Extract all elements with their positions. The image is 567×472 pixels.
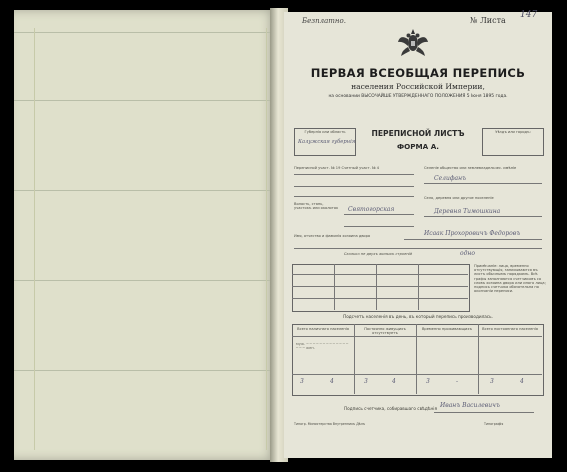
form-label: ФОРМА А. bbox=[396, 142, 440, 151]
field-underline bbox=[294, 248, 542, 249]
table-line bbox=[478, 324, 479, 394]
page-rule bbox=[14, 370, 276, 371]
page-rule bbox=[14, 280, 276, 281]
grid-line bbox=[292, 274, 468, 275]
summary-heading: Подсчетъ населенія въ день, въ который перепись производилась. bbox=[343, 314, 493, 319]
owner-label: Имя, отчество и фамилія хозяина двора bbox=[294, 234, 371, 238]
sheet-number-value: 147 bbox=[520, 10, 538, 20]
count-label: Сколько не двухъ жилыхъ строеній bbox=[344, 252, 413, 256]
page-margin-line bbox=[266, 28, 267, 450]
volost-label: Волость, стань, участокъ или околоток bbox=[294, 202, 339, 211]
hamlet-label: Село, деревня или другое поселеніе bbox=[424, 196, 494, 200]
field-underline bbox=[294, 174, 414, 175]
printer-right: Типографія bbox=[484, 422, 504, 426]
village-value: Селифанъ bbox=[434, 175, 467, 182]
census-basis: на основании ВЫСОЧАЙШЕ УТВЕРЖДЕННАГО ПОЛОЖЕНИЯ 5 Іюня 1895 года. bbox=[328, 94, 508, 99]
summary-value: 3 bbox=[364, 378, 368, 385]
printer-left: Типогр. Министерства Внутреннихъ Дѣлъ bbox=[294, 422, 366, 426]
page-margin-line bbox=[34, 28, 35, 450]
grid-notes bbox=[474, 264, 546, 293]
census-subtitle: населения Российской Империи, bbox=[351, 82, 485, 91]
cell-desc-text: муж. ─ ─ ─ ─ ─ ─ ─ ─ ─ ─ ─ ─ ─ ─ ─ ─ жен. bbox=[296, 342, 349, 351]
table-line bbox=[292, 336, 542, 337]
field-underline bbox=[404, 239, 542, 240]
grid-line bbox=[292, 298, 468, 299]
signature-value: Иванъ Василевичъ bbox=[440, 402, 500, 409]
census-title: ПЕРВАЯ ВСЕОБЩАЯ ПЕРЕПИСЬ bbox=[310, 66, 526, 80]
field-underline bbox=[294, 186, 414, 187]
district-field: Переписной участ. № 19 Счетный участ. № 4 bbox=[294, 166, 380, 170]
page-rule bbox=[14, 32, 276, 33]
page-rule bbox=[14, 190, 276, 191]
field-underline bbox=[294, 196, 414, 197]
page-rule bbox=[14, 100, 276, 101]
summary-table bbox=[292, 324, 544, 396]
left-page-blank bbox=[14, 10, 276, 460]
sheet-title: ПЕРЕПИСНОЙ ЛИСТЪ bbox=[371, 129, 465, 138]
household-grid bbox=[292, 264, 470, 312]
summary-col-header: Постоянно живущихъ отсутствуетъ bbox=[364, 327, 406, 336]
table-line bbox=[416, 324, 417, 394]
field-underline bbox=[344, 214, 414, 215]
governorate-value: Калужская губернія bbox=[298, 139, 356, 145]
hamlet-value: Деревня Тимошкина bbox=[434, 208, 501, 215]
signature-label: Подпись счетчика, собиравшаго свѣдѣнія bbox=[344, 406, 437, 411]
volost-value: Святогорская bbox=[348, 206, 395, 213]
summary-value: 3 bbox=[300, 378, 304, 385]
summary-col-header: Всего наличнаго населенія bbox=[297, 327, 349, 331]
grid-line bbox=[334, 264, 335, 310]
summary-value: 4 bbox=[392, 378, 396, 385]
summary-cell-desc bbox=[296, 342, 350, 351]
grid-line bbox=[292, 286, 468, 287]
table-line bbox=[292, 374, 542, 375]
village-label: Селеніе общество или землевладельчес. имѣніе bbox=[424, 166, 517, 170]
field-underline bbox=[424, 216, 542, 217]
summary-value: - bbox=[456, 378, 459, 385]
field-underline bbox=[344, 226, 414, 227]
grid-line bbox=[418, 264, 419, 310]
count-value: одно bbox=[460, 250, 475, 257]
grid-note-text: Примѣчаніе: лица, временно отсутствующія, записываются въ листъ обычнымъ порядкомъ. Всѣ графы заполняются счетчикомъ со словъ хозяина двора или иного лица; подпись счетчика обязательна по окончаніи переписи. bbox=[474, 264, 546, 294]
free-label: Безплатно. bbox=[302, 17, 346, 25]
signature-line bbox=[434, 412, 534, 413]
summary-col-header: Временно проживающихъ bbox=[421, 327, 473, 331]
summary-value: 3 bbox=[426, 378, 430, 385]
summary-value: 4 bbox=[330, 378, 334, 385]
governorate-label: Губернія или область bbox=[304, 130, 346, 134]
field-underline bbox=[424, 183, 542, 184]
city-label: Уѣздъ или городъ: bbox=[495, 130, 531, 134]
summary-value: 4 bbox=[520, 378, 524, 385]
owner-value: Исаак Прохоровичъ Федоровъ bbox=[424, 230, 521, 237]
imperial-eagle-emblem bbox=[396, 26, 430, 60]
grid-line bbox=[376, 264, 377, 310]
sheet-number-label: № Листа bbox=[470, 16, 506, 25]
summary-col-header: Всего постояннаго населенія bbox=[482, 327, 538, 331]
census-form-page bbox=[284, 12, 552, 458]
summary-value: 3 bbox=[490, 378, 494, 385]
